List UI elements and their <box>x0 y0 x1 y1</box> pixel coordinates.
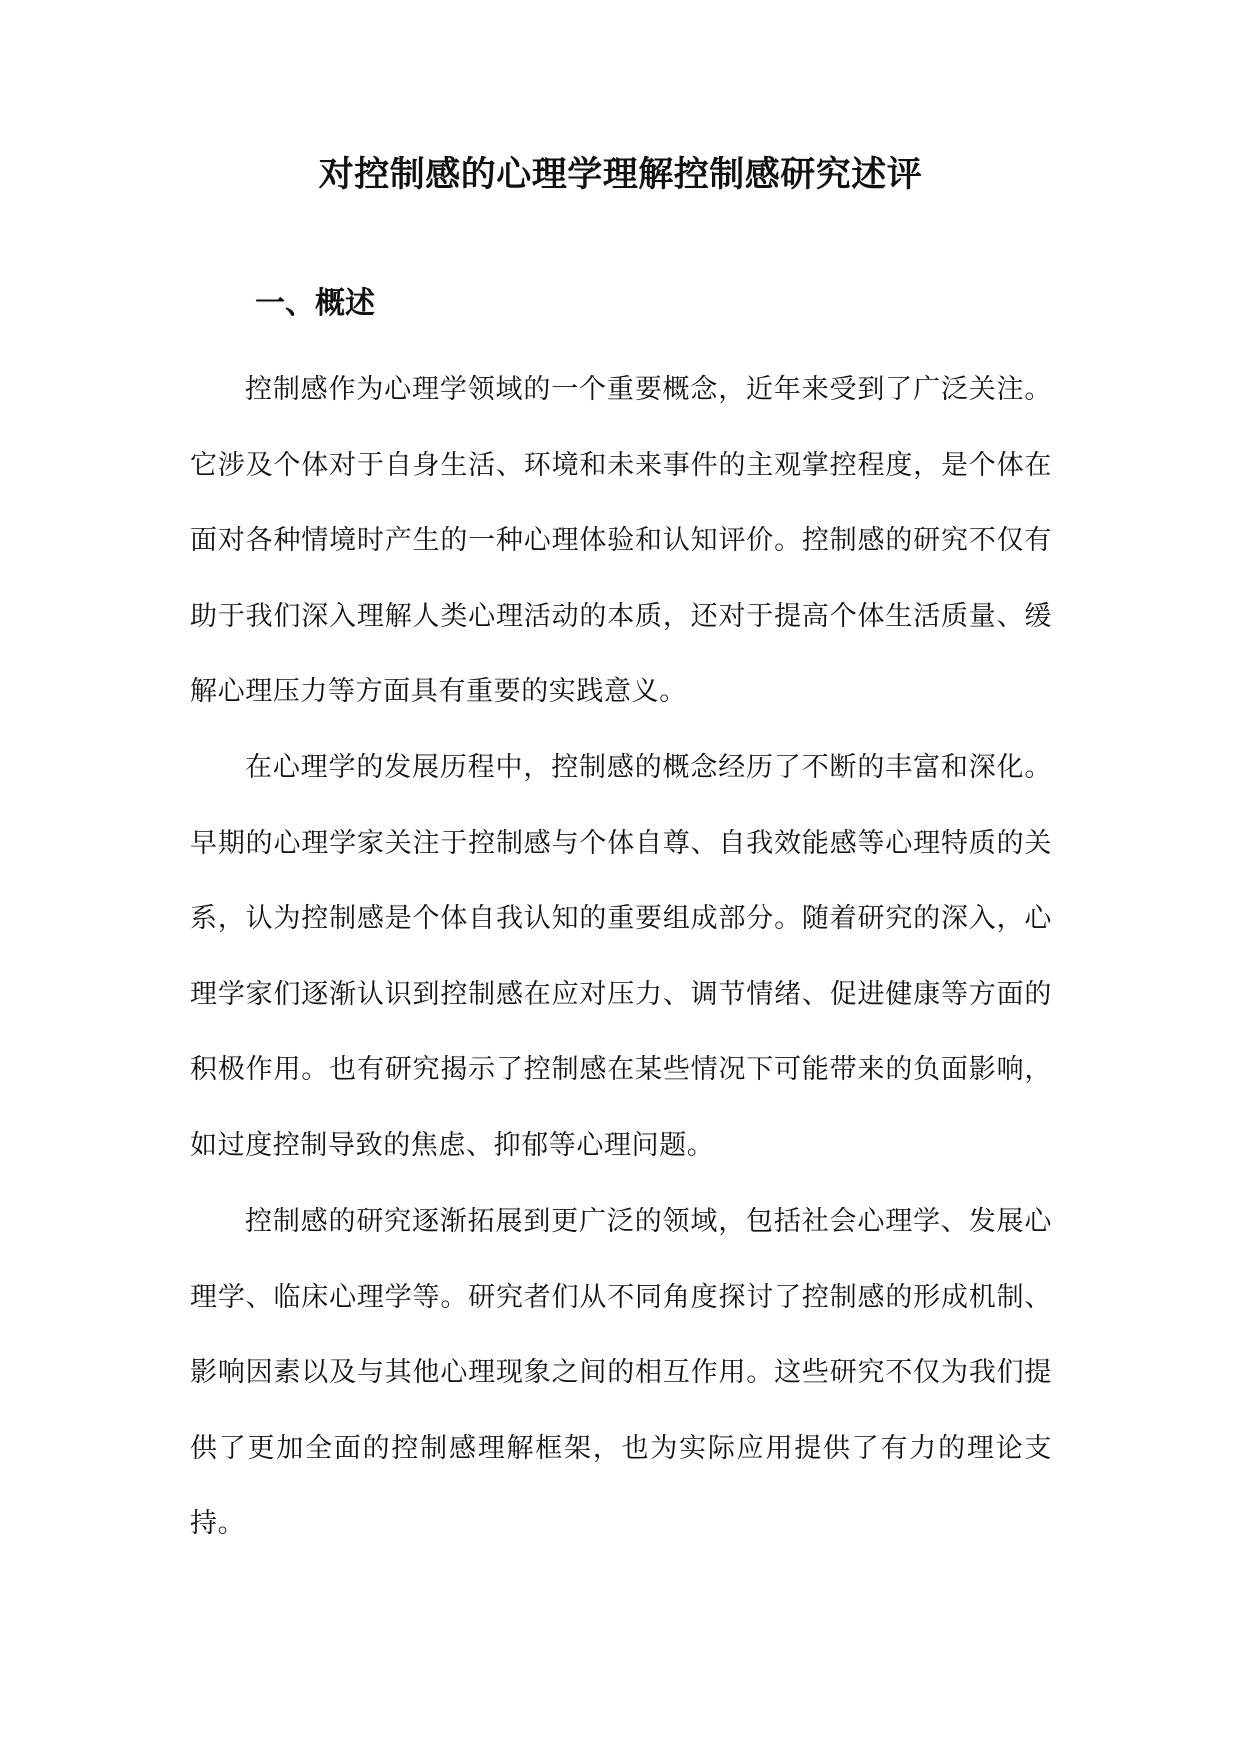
body-paragraph-3: 控制感的研究逐渐拓展到更广泛的领域，包括社会心理学、发展心理学、临床心理学等。研究者们从不同角度探讨了控制感的形成机制、影响因素以及与其他心理现象之间的相互作用。这些研究不仅为我们提供了更加全面的控制感理解框架，也为实际应用提供了有力的理论支持。 <box>190 1206 1052 1539</box>
body-paragraph-2: 在心理学的发展历程中，控制感的概念经历了不断的丰富和深化。早期的心理学家关注于控制感与个体自尊、自我效能感等心理特质的关系，认为控制感是个体自我认知的重要组成部分。随着研究的深入，心理学家们逐渐认识到控制感在应对压力、调节情绪、促进健康等方面的积极作用。也有研究揭示了控制感在某些情况下可能带来的负面影响，如过度控制导致的焦虑、抑郁等心理问题。 <box>190 752 1052 1161</box>
body-paragraph-1: 控制感作为心理学领域的一个重要概念，近年来受到了广泛关注。它涉及个体对于自身生活、环境和未来事件的主观掌控程度，是个体在面对各种情境时产生的一种心理体验和认知评价。控制感的研究不仅有助于我们深入理解人类心理活动的本质，还对于提高个体生活质量、缓解心理压力等方面具有重要的实践意义。 <box>190 374 1052 707</box>
document-title: 对控制感的心理学理解控制感研究述评 <box>318 155 923 195</box>
section-heading-overview: 一、概述 <box>255 286 375 321</box>
